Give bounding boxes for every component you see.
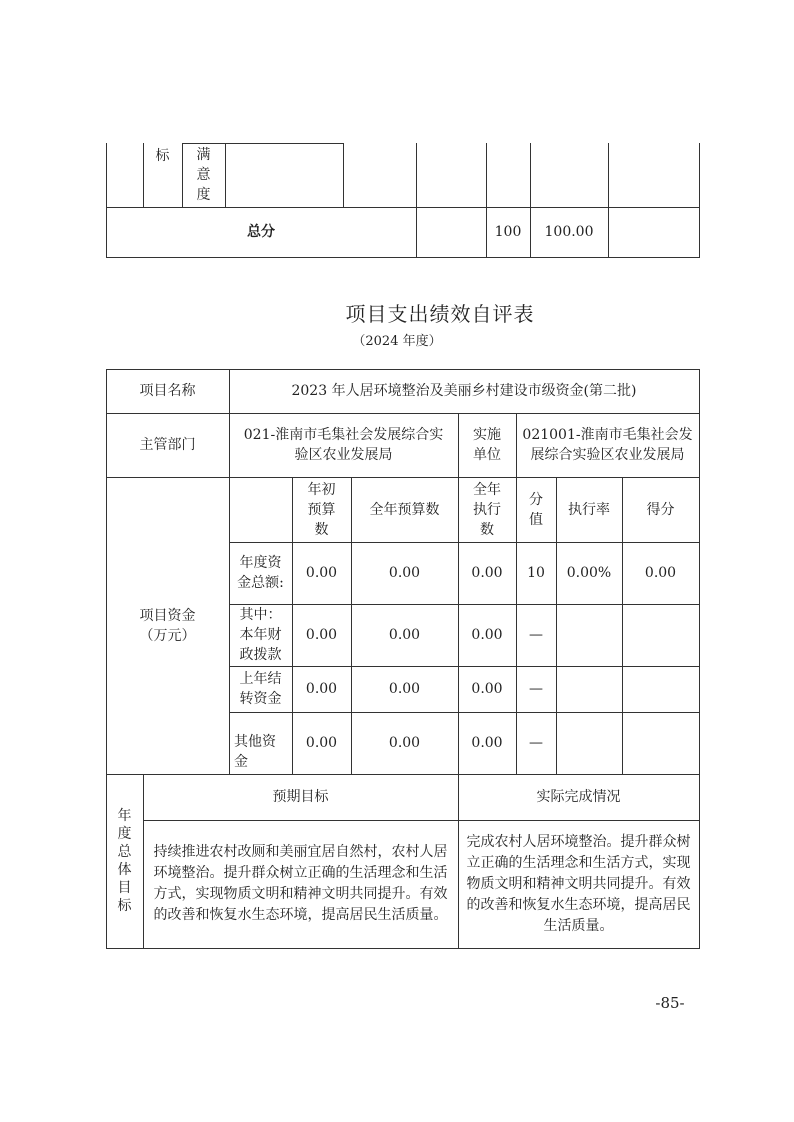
row-label: 其中：本年财政拨款: [239, 607, 282, 663]
actual-result-text: 完成农村人居环境整治。提升群众树立正确的生活理念和生活方式，实现物质文明和精神文明共同提升。有效的改善和恢复水生态环境，提高居民生活质量。: [466, 833, 691, 934]
row-rate: [556, 666, 622, 712]
total-score: 100.00: [544, 224, 594, 240]
actual-result-header: 实际完成情况: [536, 789, 621, 805]
row-executed: 0.00: [471, 565, 503, 581]
row-annual: 0.00: [388, 681, 421, 697]
header-weight: 分值: [529, 491, 543, 528]
page-title: 项目支出绩效自评表: [345, 302, 535, 326]
goals-section-label: 年度总体目标: [117, 808, 132, 914]
row-score: 0.00: [644, 565, 677, 581]
row-weight: —: [529, 735, 543, 751]
row-executed: 0.00: [471, 627, 503, 643]
divider: [343, 143, 344, 207]
header-initial-budget: 年初预算数: [307, 481, 336, 538]
header-annual-budget: 全年预算数: [369, 501, 440, 518]
divider: [699, 369, 700, 949]
row-label: 上年结转资金: [239, 671, 282, 707]
row-executed: 0.00: [471, 681, 503, 697]
header-score: 得分: [646, 501, 675, 518]
row-annual: 0.00: [388, 627, 421, 643]
divider: [225, 143, 226, 207]
dept-value: 021-淮南市毛集社会发展综合实验区农业发展局: [243, 427, 444, 463]
divider: [699, 143, 700, 258]
row-initial: 0.00: [305, 735, 338, 751]
row-rate: [556, 712, 622, 774]
dept-label: 主管部门: [139, 437, 196, 453]
funds-section-label: 项目资金（万元）: [139, 607, 196, 644]
divider: [416, 143, 417, 258]
row-label: 其他资金: [234, 734, 276, 770]
expected-goal-text: 持续推进农村改厕和美丽宜居自然村，农村人居环境整治。提升群众树立正确的生活理念和生活方式，实现物质文明和精神文明共同提升。有效的改善和恢复水生态环境，提高居民生活质量。: [153, 844, 448, 923]
project-name-value: 2023 年人居环境整治及美丽乡村建设市级资金(第二批): [291, 383, 637, 399]
row-weight: —: [529, 627, 543, 643]
total-weight: 100: [494, 224, 522, 240]
row-weight: 10: [527, 565, 545, 581]
row-initial: 0.00: [305, 681, 338, 697]
row-rate: [556, 604, 622, 666]
row-annual: 0.00: [388, 565, 421, 581]
top-col2-label: 标: [155, 148, 170, 164]
header-rate: 执行率: [568, 501, 610, 518]
impl-value: 021001-淮南市毛集社会发展综合实验区农业发展局: [522, 427, 693, 463]
row-initial: 0.00: [305, 565, 338, 581]
row-score: [622, 666, 699, 712]
impl-label: 实施单位: [473, 427, 501, 463]
satisfaction-label: 满 意 度: [196, 147, 211, 203]
expected-goal-header: 预期目标: [272, 789, 329, 805]
row-score: [622, 604, 699, 666]
row-score: [622, 712, 699, 774]
row-label: 年度资金总额:: [237, 555, 284, 591]
divider: [106, 257, 700, 258]
row-weight: —: [529, 681, 543, 697]
total-label: 总分: [247, 224, 275, 240]
row-executed: 0.00: [471, 735, 503, 751]
project-name-label: 项目名称: [139, 383, 196, 399]
row-initial: 0.00: [305, 627, 338, 643]
divider: [106, 948, 700, 949]
page-subtitle: （2024 年度）: [352, 334, 442, 349]
header-executed: 全年执行数: [473, 481, 501, 538]
row-annual: 0.00: [388, 735, 421, 751]
page-number: -85-: [655, 994, 685, 1012]
row-rate: 0.00%: [566, 565, 612, 581]
divider: [608, 143, 609, 258]
